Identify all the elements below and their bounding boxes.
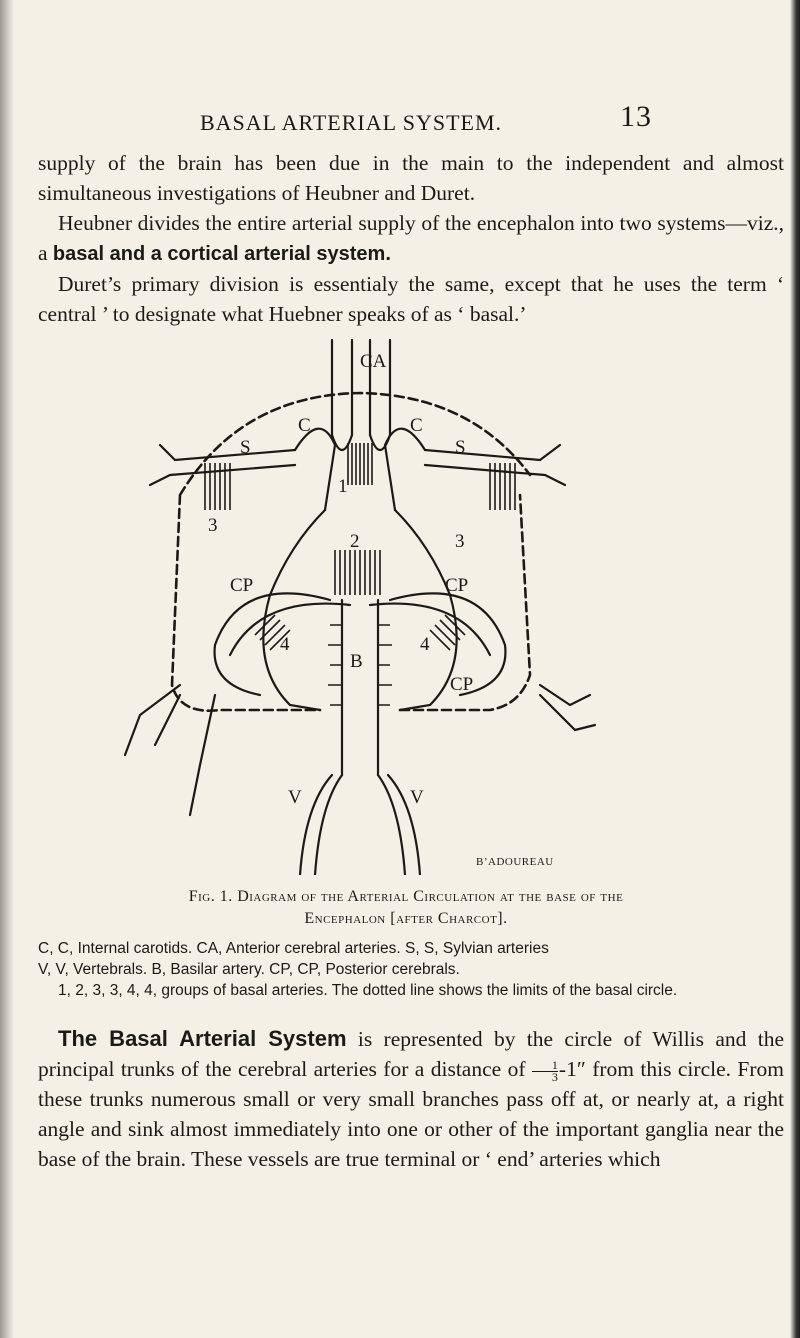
paragraph-heubner <box>38 208 784 269</box>
fraction-denominator: 3 <box>551 1069 558 1084</box>
paragraph-heubner-text: Heubner divides the entire arterial supply of the encephalon into two systems—viz., a <box>38 211 784 265</box>
engraver-signature: B’ADOUREAU <box>476 856 554 868</box>
fraction-tail: -1″ <box>558 1057 586 1081</box>
caption-title-line-2: Encephalon [after Charcot]. <box>304 910 508 927</box>
vertebral-left <box>300 775 342 875</box>
label-ca: CA <box>360 351 387 372</box>
basal-system-text-b: from this circle. From these trunks numerous small or very small branches pass off at, or nearly at, a right angle and sink almost immediately into one or other of the important ganglia near the base of the brain. These vessels are true terminal or ‘ end’ arteries which <box>38 1057 785 1171</box>
page-edge-shadow <box>790 0 800 1338</box>
fraction-one-third <box>532 1057 558 1084</box>
label-s-right: S <box>455 437 466 458</box>
label-group-3-left: 3 <box>208 515 218 536</box>
label-group-3-right: 3 <box>455 531 465 552</box>
label-s-left: S <box>240 437 251 458</box>
running-head-title: BASAL ARTERIAL SYSTEM. <box>200 110 503 135</box>
label-cp-left: CP <box>230 575 254 596</box>
legend-line-2: V, V, Vertebrals. B, Basilar artery. CP, CP, Posterior cerebrals. <box>38 961 460 978</box>
label-c-left: C <box>298 415 311 436</box>
label-c-right: C <box>410 415 423 436</box>
figure-caption-legend <box>38 938 774 1001</box>
label-v-right: V <box>410 787 424 808</box>
running-head <box>200 100 652 140</box>
figure-caption-title <box>38 886 774 930</box>
basal-group-1-hatching <box>348 443 372 485</box>
internal-carotid-right <box>385 429 425 510</box>
basal-group-2-hatching <box>335 550 380 595</box>
fraction-numerator: 1 <box>532 1060 558 1072</box>
internal-carotid-left <box>295 429 335 510</box>
book-gutter-shadow <box>0 0 14 1338</box>
label-cp-lower: CP <box>450 674 474 695</box>
legend-line-1: C, C, Internal carotids. CA, Anterior cerebral arteries. S, S, Sylvian arteries <box>38 940 549 957</box>
basal-cortical-term: basal and a cortical arterial system. <box>52 243 391 265</box>
caption-title-line-1: Fig. 1. Diagram of the Arterial Circulation at the base of the <box>188 888 624 905</box>
posterior-communicating-right <box>395 510 457 710</box>
label-v-left: V <box>288 787 302 808</box>
closing-paragraph <box>38 1024 784 1174</box>
label-group-1: 1 <box>338 476 348 497</box>
paragraph-duret: Duret’s primary division is essentialy the same, except that he uses the term ‘ central ’ to designate what Huebner speaks of as ‘ basal.’ <box>38 272 784 326</box>
opening-paragraphs <box>38 148 784 329</box>
basilar-artery <box>342 600 378 775</box>
basal-system-paragraph <box>38 1024 784 1174</box>
arterial-circulation-diagram <box>120 335 600 875</box>
page-number: 13 <box>620 100 652 133</box>
basal-system-term: The Basal Arterial System <box>58 1026 347 1051</box>
label-b: B <box>350 651 363 672</box>
paragraph-continuation: supply of the brain has been due in the main to the independent and almost simultaneous investigations of Heubner and Duret. <box>38 151 784 205</box>
posterior-communicating-left <box>263 510 325 710</box>
label-group-4-left: 4 <box>280 634 290 655</box>
label-cp-right: CP <box>445 575 469 596</box>
label-group-4-right: 4 <box>420 634 430 655</box>
legend-line-3: 1, 2, 3, 3, 4, 4, groups of basal arteries. The dotted line shows the limits of the basal circle. <box>58 982 678 999</box>
basal-system-text-a: is represented by the circle of Willis and the principal trunks of the cerebral arteries for a distance of <box>38 1027 784 1081</box>
sylvian-artery-left <box>150 445 295 485</box>
diagram-svg <box>120 335 600 875</box>
label-group-2: 2 <box>350 531 360 552</box>
